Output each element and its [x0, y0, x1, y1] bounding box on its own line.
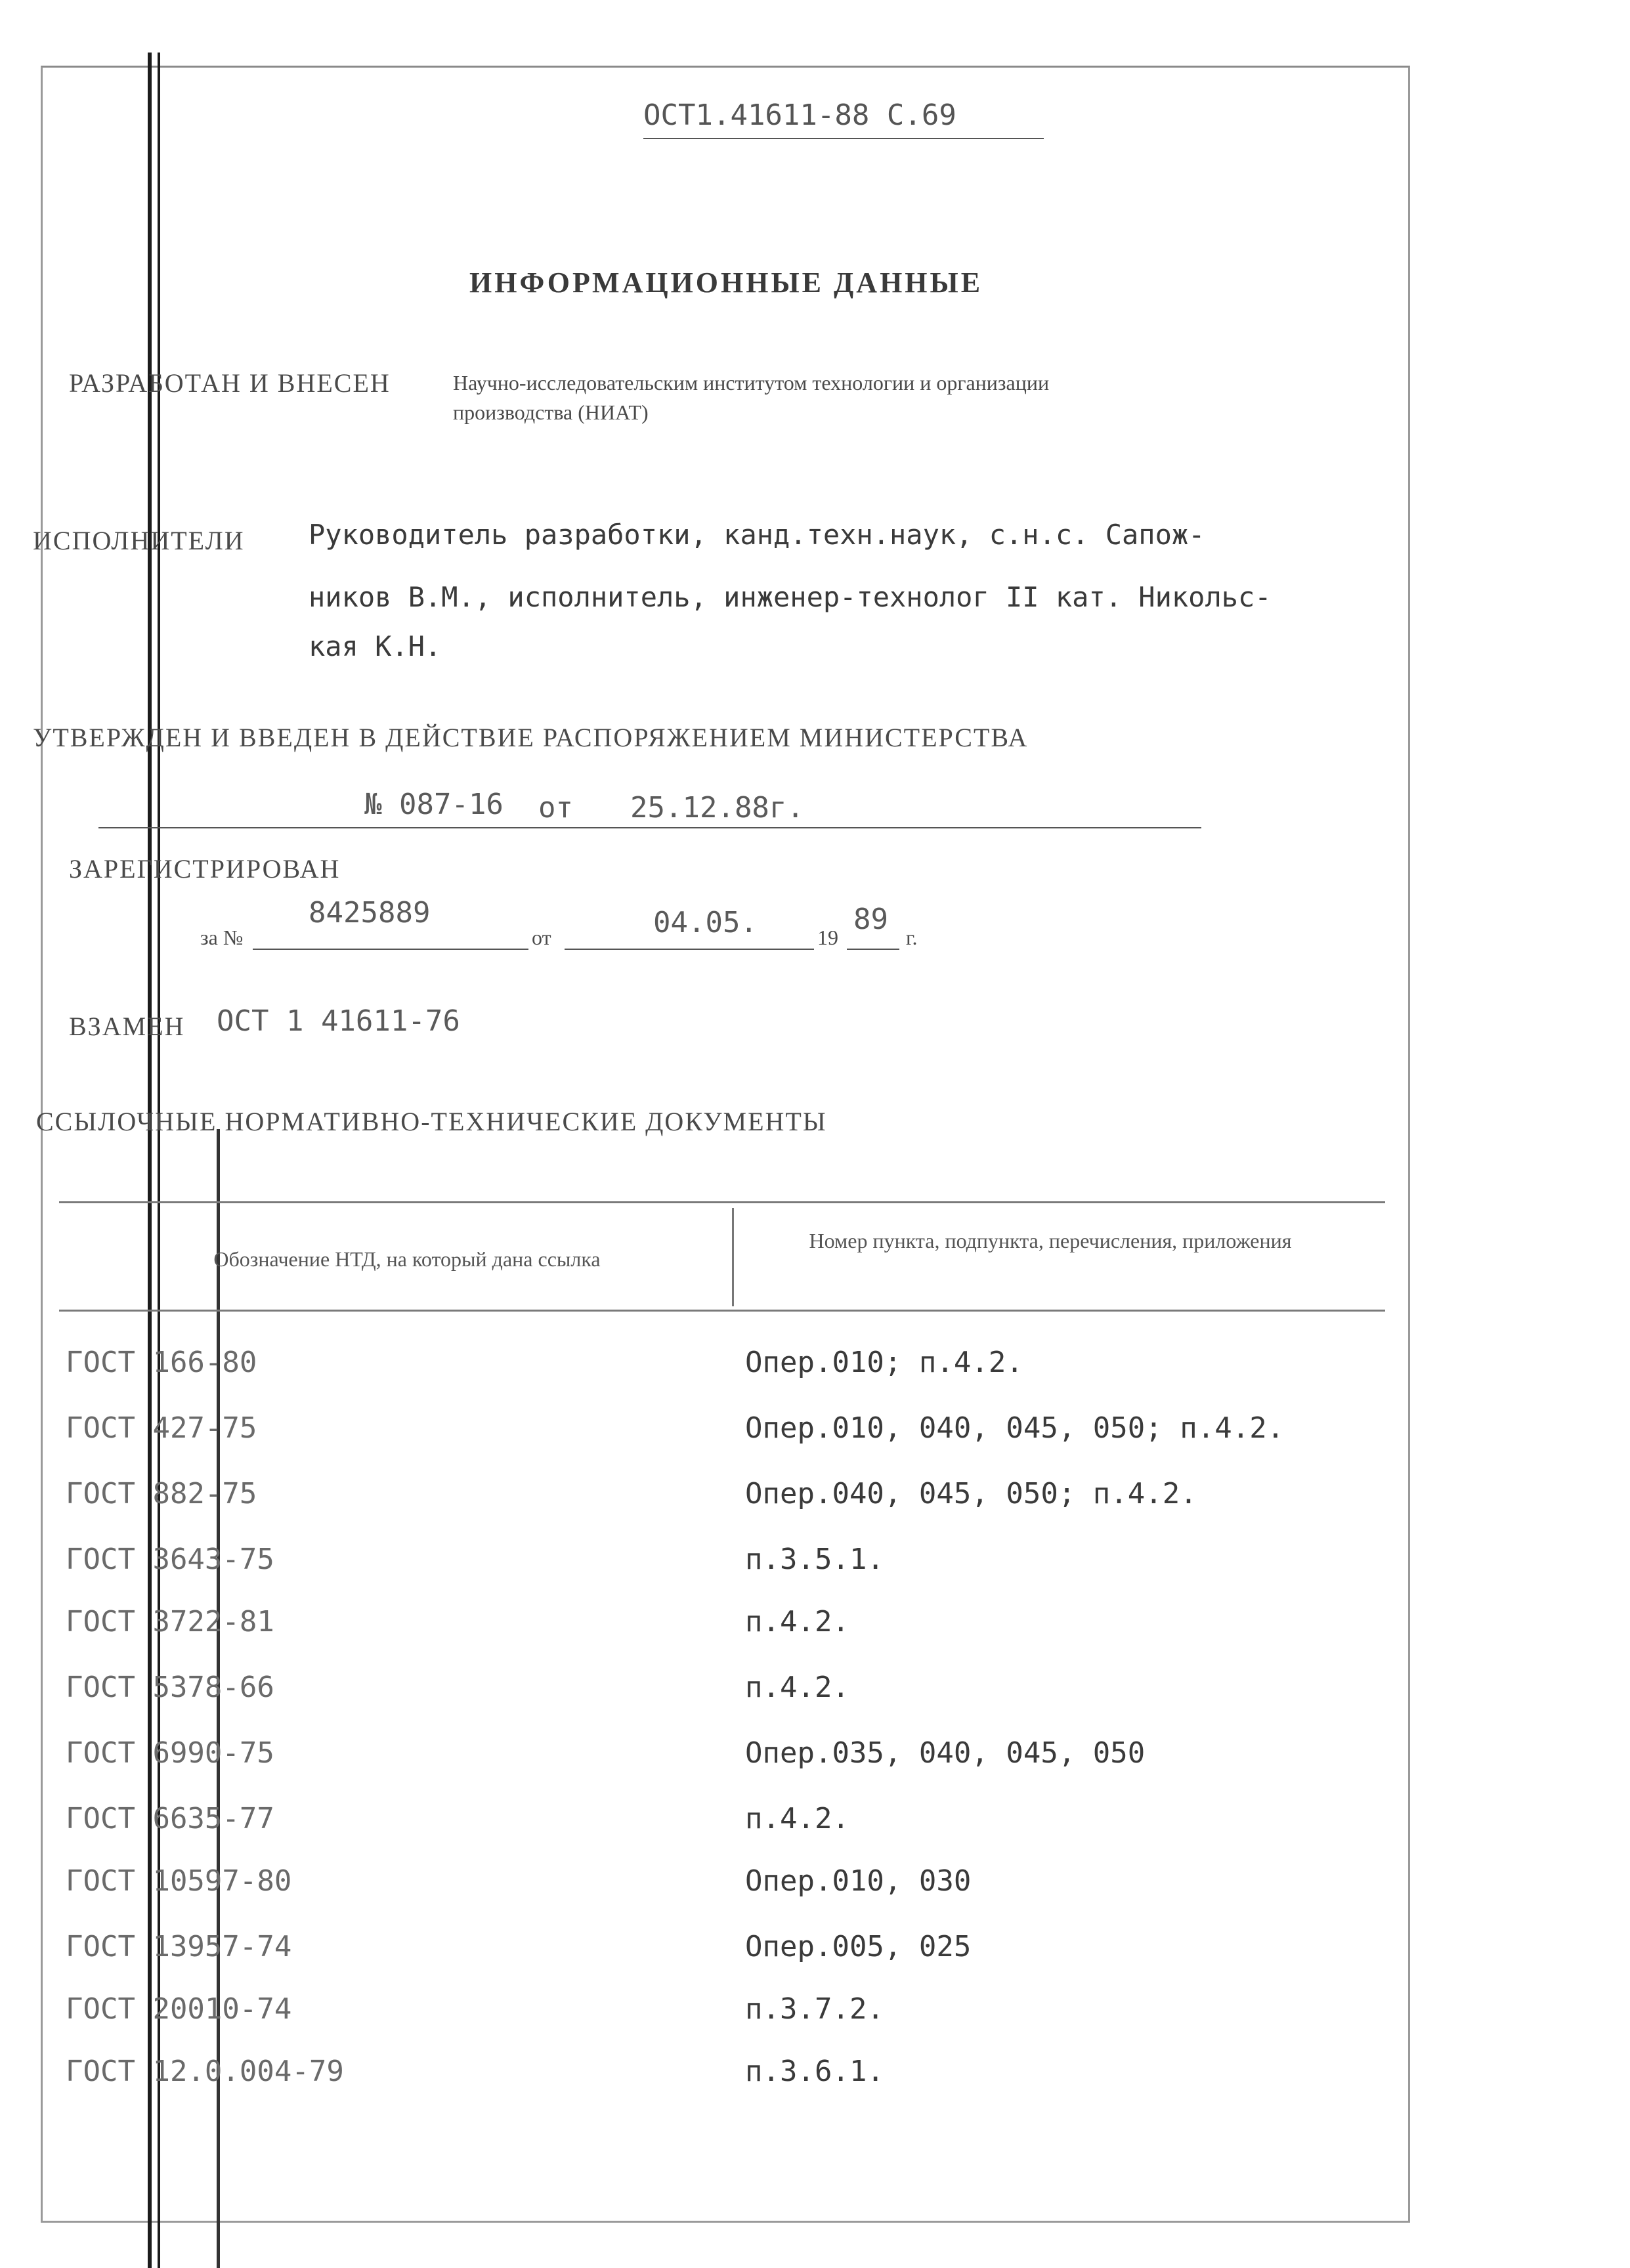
registered-year-underline	[847, 949, 899, 950]
table-cell-doc: ГОСТ 5378-66	[66, 1671, 274, 1704]
registered-year-prefix: 19	[817, 926, 838, 949]
table-cell-ref: Опер.010, 030	[745, 1864, 972, 1898]
performers-label: ИСПОЛНИТЕЛИ	[33, 526, 245, 555]
replaces-value: ОСТ 1 41611-76	[217, 1004, 460, 1038]
performers-line-2: ников В.М., исполнитель, инженер-технолог II кат. Никольс-	[309, 581, 1272, 613]
table-header-col2: Номер пункта, подпункта, перечисления, приложения	[809, 1229, 1292, 1252]
table-cell-doc: ГОСТ 427-75	[66, 1411, 257, 1445]
registered-label: ЗАРЕГИСТРИРОВАН	[69, 854, 341, 884]
table-cell-doc: ГОСТ 10597-80	[66, 1864, 292, 1898]
approved-underline	[98, 827, 1201, 828]
table-cell-ref: п.3.7.2.	[745, 1992, 884, 2026]
document-code: ОСТ1.41611-88 С.69	[643, 98, 956, 132]
table-top-border	[59, 1201, 1385, 1203]
registered-date: 04.05.	[653, 906, 758, 939]
performers-line-3: кая К.Н.	[309, 630, 442, 662]
table-cell-doc: ГОСТ 20010-74	[66, 1992, 292, 2026]
table-cell-ref: п.4.2.	[745, 1671, 849, 1704]
replaces-label: ВЗАМЕН	[69, 1012, 185, 1041]
page-title: ИНФОРМАЦИОННЫЕ ДАННЫЕ	[469, 267, 983, 299]
table-cell-ref: Опер.035, 040, 045, 050	[745, 1736, 1146, 1770]
table-header-divider	[732, 1208, 734, 1306]
table-cell-doc: ГОСТ 12.0.004-79	[66, 2055, 344, 2088]
registered-g: г.	[906, 926, 918, 949]
table-cell-ref: Опер.010, 040, 045, 050; п.4.2.	[745, 1411, 1285, 1445]
table-cell-doc: ГОСТ 6990-75	[66, 1736, 274, 1770]
table-cell-ref: Опер.040, 045, 050; п.4.2.	[745, 1477, 1197, 1510]
approved-number: № 087-16	[364, 788, 504, 821]
registered-ot: от	[532, 926, 551, 949]
approved-line: УТВЕРЖДЕН И ВВЕДЕН В ДЕЙСТВИЕ РАСПОРЯЖЕНИЕМ МИНИСТЕРСТВА	[33, 723, 1029, 752]
table-cell-doc: ГОСТ 3722-81	[66, 1605, 274, 1638]
document-code-underline	[643, 138, 1044, 139]
table-header-bottom-border	[59, 1310, 1385, 1312]
table-cell-ref: Опер.010; п.4.2.	[745, 1346, 1023, 1379]
table-cell-doc: ГОСТ 13957-74	[66, 1930, 292, 1963]
registered-year: 89	[853, 903, 888, 936]
table-cell-doc: ГОСТ 166-80	[66, 1346, 257, 1379]
approved-date-prefix: от	[538, 791, 573, 824]
approved-date: 25.12.88г.	[630, 791, 804, 824]
table-cell-ref: п.4.2.	[745, 1802, 849, 1835]
developed-line-1: Научно-исследовательским институтом технологии и организации	[453, 371, 1050, 395]
table-cell-doc: ГОСТ 882-75	[66, 1477, 257, 1510]
table-cell-ref: п.4.2.	[745, 1605, 849, 1638]
registered-date-underline	[565, 949, 814, 950]
references-title: ССЫЛОЧНЫЕ НОРМАТИВНО-ТЕХНИЧЕСКИЕ ДОКУМЕНТЫ	[36, 1107, 827, 1136]
registered-number: 8425889	[309, 896, 431, 930]
developed-line-2: производства (НИАТ)	[453, 400, 649, 424]
table-cell-doc: ГОСТ 3643-75	[66, 1543, 274, 1576]
registered-za-no: за №	[200, 926, 244, 949]
registered-number-underline	[253, 949, 528, 950]
performers-line-1: Руководитель разработки, канд.техн.наук, с.н.с. Сапож-	[309, 519, 1205, 551]
table-cell-ref: п.3.6.1.	[745, 2055, 884, 2088]
table-header-col1: Обозначение НТД, на который дана ссылка	[213, 1247, 601, 1271]
table-cell-ref: п.3.5.1.	[745, 1543, 884, 1576]
table-cell-ref: Опер.005, 025	[745, 1930, 972, 1963]
table-cell-doc: ГОСТ 6635-77	[66, 1802, 274, 1835]
developed-label: РАЗРАБОТАН И ВНЕСЕН	[69, 368, 391, 398]
